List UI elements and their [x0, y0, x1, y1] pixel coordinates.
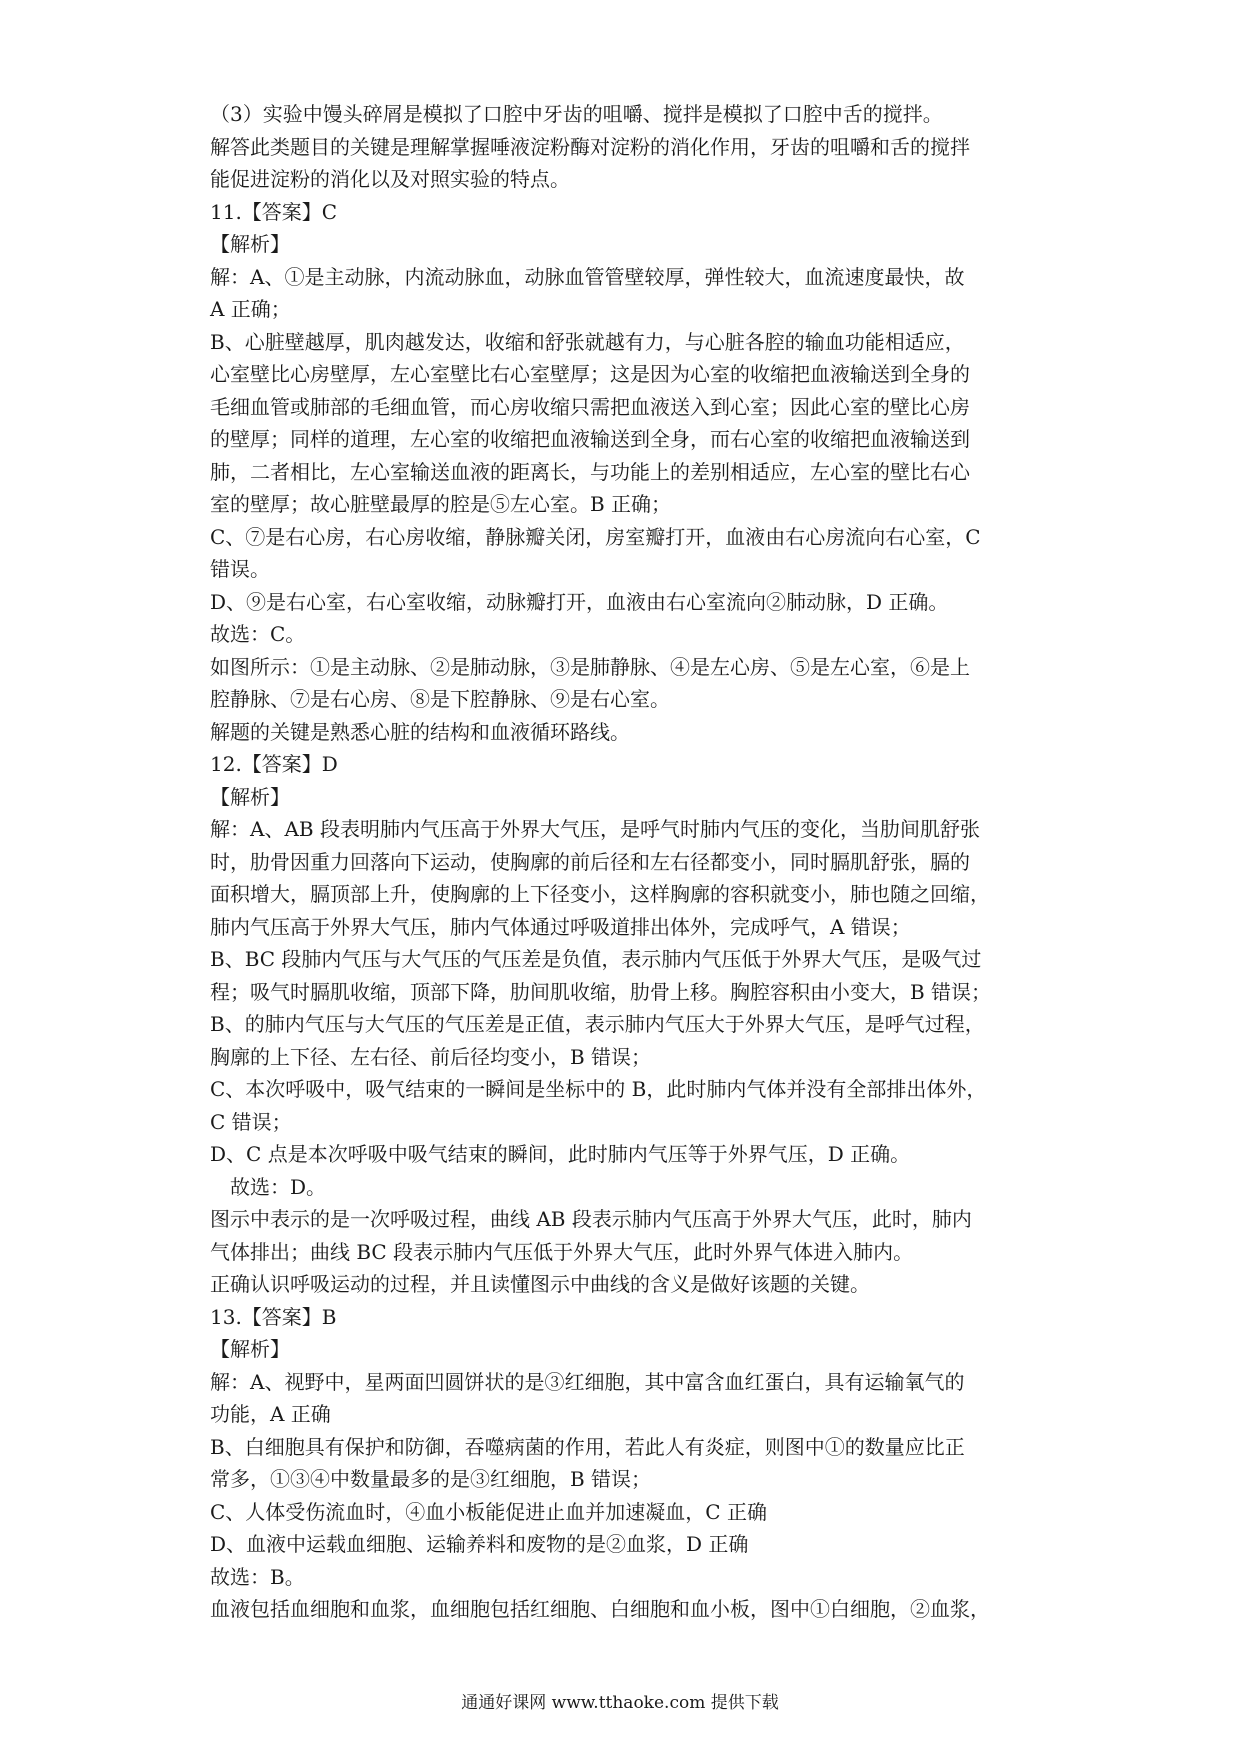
- text-line: 肺，二者相比，左心室输送血液的距离长，与功能上的差别相适应，左心室的壁比右心: [210, 459, 970, 484]
- text-line: 故选：C。: [210, 622, 306, 646]
- analysis-heading: 【解析】: [210, 232, 290, 256]
- text-line: （3）实验中馒头碎屑是模拟了口腔中牙齿的咀嚼、搅拌是模拟了口腔中舌的搅拌。: [210, 102, 943, 126]
- text-line: 正确认识呼吸运动的过程，并且读懂图示中曲线的含义是做好该题的关键。: [210, 1272, 870, 1296]
- text-line: 功能，A 正确: [210, 1402, 331, 1426]
- text-line: B、白细胞具有保护和防御，吞噬病菌的作用，若此人有炎症，则图中①的数量应比正: [210, 1434, 965, 1459]
- text-line: D、⑨是右心室，右心室收缩，动脉瓣打开，血液由右心室流向②肺动脉，D 正确。: [210, 589, 949, 614]
- answer-heading-11: 11.【答案】C: [210, 199, 338, 224]
- text-line: 如图所示：①是主动脉、②是肺动脉，③是肺静脉、④是左心房、⑤是左心室，⑥是上: [210, 654, 970, 679]
- text-line: D、血液中运载血细胞、运输养料和废物的是②血浆，D 正确: [210, 1532, 749, 1556]
- text-line: 胸廓的上下径、左右径、前后径均变小，B 错误；: [210, 1044, 652, 1069]
- document-body: [210, 98, 1040, 1626]
- text-line: 能促进淀粉的消化以及对照实验的特点。: [210, 167, 570, 191]
- text-line: 时，肋骨因重力回落向下运动，使胸廓的前后径和左右径都变小，同时膈肌舒张，膈的: [210, 849, 970, 874]
- text-line: C、本次呼吸中，吸气结束的一瞬间是坐标中的 B，此时肺内气体并没有全部排出体外，: [210, 1077, 987, 1101]
- text-line: 血液包括血细胞和血浆，血细胞包括红细胞、白细胞和血小板，图中①白细胞，②血浆，: [210, 1597, 990, 1621]
- text-line: C、人体受伤流血时，④血小板能促进止血并加速凝血，C 正确: [210, 1499, 767, 1524]
- text-line: 解题的关键是熟悉心脏的结构和血液循环路线。: [210, 719, 630, 744]
- text-line: C、⑦是右心房，右心房收缩，静脉瓣关闭，房室瓣打开，血液由右心房流向右心室，C: [210, 524, 981, 549]
- text-line: B、的肺内气压与大气压的气压差是正值，表示肺内气压大于外界大气压，是呼气过程，: [210, 1012, 985, 1036]
- analysis-heading: 【解析】: [210, 784, 290, 809]
- text-line: 错误。: [210, 557, 270, 581]
- text-line: 室的壁厚；故心脏壁最厚的腔是⑤左心室。B 正确；: [210, 492, 672, 516]
- text-line: B、心脏壁越厚，肌肉越发达，收缩和舒张就越有力，与心脏各腔的输血功能相适应，: [210, 329, 965, 354]
- text-line: B、BC 段肺内气压与大气压的气压差是负值，表示肺内气压低于外界大气压，是吸气过: [210, 947, 982, 971]
- text-line: 解：A、AB 段表明肺内气压高于外界大气压，是呼气时肺内气压的变化，当肋间肌舒张: [210, 817, 980, 841]
- text-line: 故选：B。: [210, 1564, 305, 1589]
- page-footer: 通通好课网 www.tthaoke.com 提供下载: [461, 1693, 779, 1713]
- text-line: 气体排出；曲线 BC 段表示肺内气压低于外界大气压，此时外界气体进入肺内。: [210, 1239, 914, 1264]
- text-line: 心室壁比心房壁厚，左心室壁比右心室壁厚；这是因为心室的收缩把血液输送到全身的: [210, 362, 970, 386]
- text-line: C 错误；: [210, 1109, 292, 1134]
- text-line: D、C 点是本次呼吸中吸气结束的瞬间，此时肺内气压等于外界气压，D 正确。: [210, 1142, 911, 1166]
- answer-heading-13: 13.【答案】B: [210, 1304, 337, 1329]
- text-line: 图示中表示的是一次呼吸过程，曲线 AB 段表示肺内气压高于外界大气压，此时，肺内: [210, 1207, 972, 1231]
- answer-heading-12: 12.【答案】D: [210, 752, 338, 776]
- text-line: 解：A、视野中，星两面凹圆饼状的是③红细胞，其中富含血红蛋白，具有运输氧气的: [210, 1369, 965, 1394]
- text-line: 解：A、①是主动脉，内流动脉血，动脉血管管壁较厚，弹性较大，血流速度最快，故: [210, 264, 965, 289]
- text-line: 毛细血管或肺部的毛细血管，而心房收缩只需把血液送入到心室；因此心室的壁比心房: [210, 394, 970, 419]
- text-line: 常多，①③④中数量最多的是③红细胞，B 错误；: [210, 1467, 652, 1491]
- text-line: 面积增大，膈顶部上升，使胸廓的上下径变小，这样胸廓的容积就变小，肺也随之回缩，: [210, 882, 990, 906]
- text-line: 肺内气压高于外界大气压，肺内气体通过呼吸道排出体外，完成呼气，A 错误；: [210, 914, 911, 939]
- text-line: 腔静脉、⑦是右心房、⑧是下腔静脉、⑨是右心室。: [210, 687, 670, 711]
- text-line: A 正确；: [210, 297, 291, 321]
- analysis-heading: 【解析】: [210, 1337, 290, 1361]
- text-line: 程；吸气时膈肌收缩，顶部下降，肋间肌收缩，肋骨上移。胸腔容积由小变大，B 错误；: [210, 979, 992, 1004]
- text-line: 故选：D。: [210, 1174, 327, 1199]
- text-line: 的壁厚；同样的道理，左心室的收缩把血液输送到全身，而右心室的收缩把血液输送到: [210, 427, 970, 451]
- text-line: 解答此类题目的关键是理解掌握唾液淀粉酶对淀粉的消化作用，牙齿的咀嚼和舌的搅拌: [210, 134, 970, 159]
